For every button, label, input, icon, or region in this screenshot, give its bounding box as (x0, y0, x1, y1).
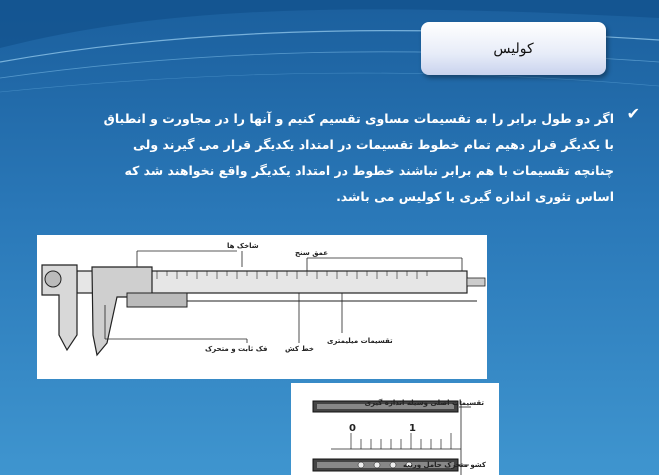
paragraph-line: اگر دو طول برابر را به تقسیمات مساوی تقسیم کنیم و آنها را در مجاورت و انطباق (103, 111, 614, 126)
checkmark-icon: ✔ (626, 104, 640, 123)
label-main-scale: تقسیمات اصلی وسیله اندازه گیری (364, 399, 484, 407)
tick-label-1: 1 (409, 423, 416, 434)
label-vernier: تقسیمات میلیمتری (327, 337, 393, 345)
slide-title: کولیس (493, 40, 534, 57)
caliper-diagram (37, 235, 487, 379)
tick-label-0: 0 (349, 423, 356, 434)
vernier-ticks (351, 433, 451, 449)
paragraph-line: با یکدیگر قرار دهیم تمام خطوط تقسیمات در امتداد یکدیگر قرار می گیرند ولی (133, 137, 614, 152)
slide-title-box (421, 22, 606, 75)
label-fixed-moving-jaw: فک ثابت و متحرک (205, 345, 268, 353)
label-depth-rod: عمق سنج (295, 249, 329, 257)
paragraph-line: اساس تئوری اندازه گیری با کولیس می باشد. (336, 189, 614, 204)
label-reference-line: خط کش (285, 345, 314, 353)
paragraph-text (54, 106, 614, 210)
paragraph-line: چنانچه تقسیمات با هم برابر نباشند خطوط در امتداد یکدیگر واقع نخواهند شد که (124, 163, 614, 178)
label-vernier-slider: کشو متحرک حامل ورنیه (402, 461, 486, 469)
vernier-scale-diagram (291, 383, 499, 475)
label-branches: شاخک ها (227, 242, 259, 250)
